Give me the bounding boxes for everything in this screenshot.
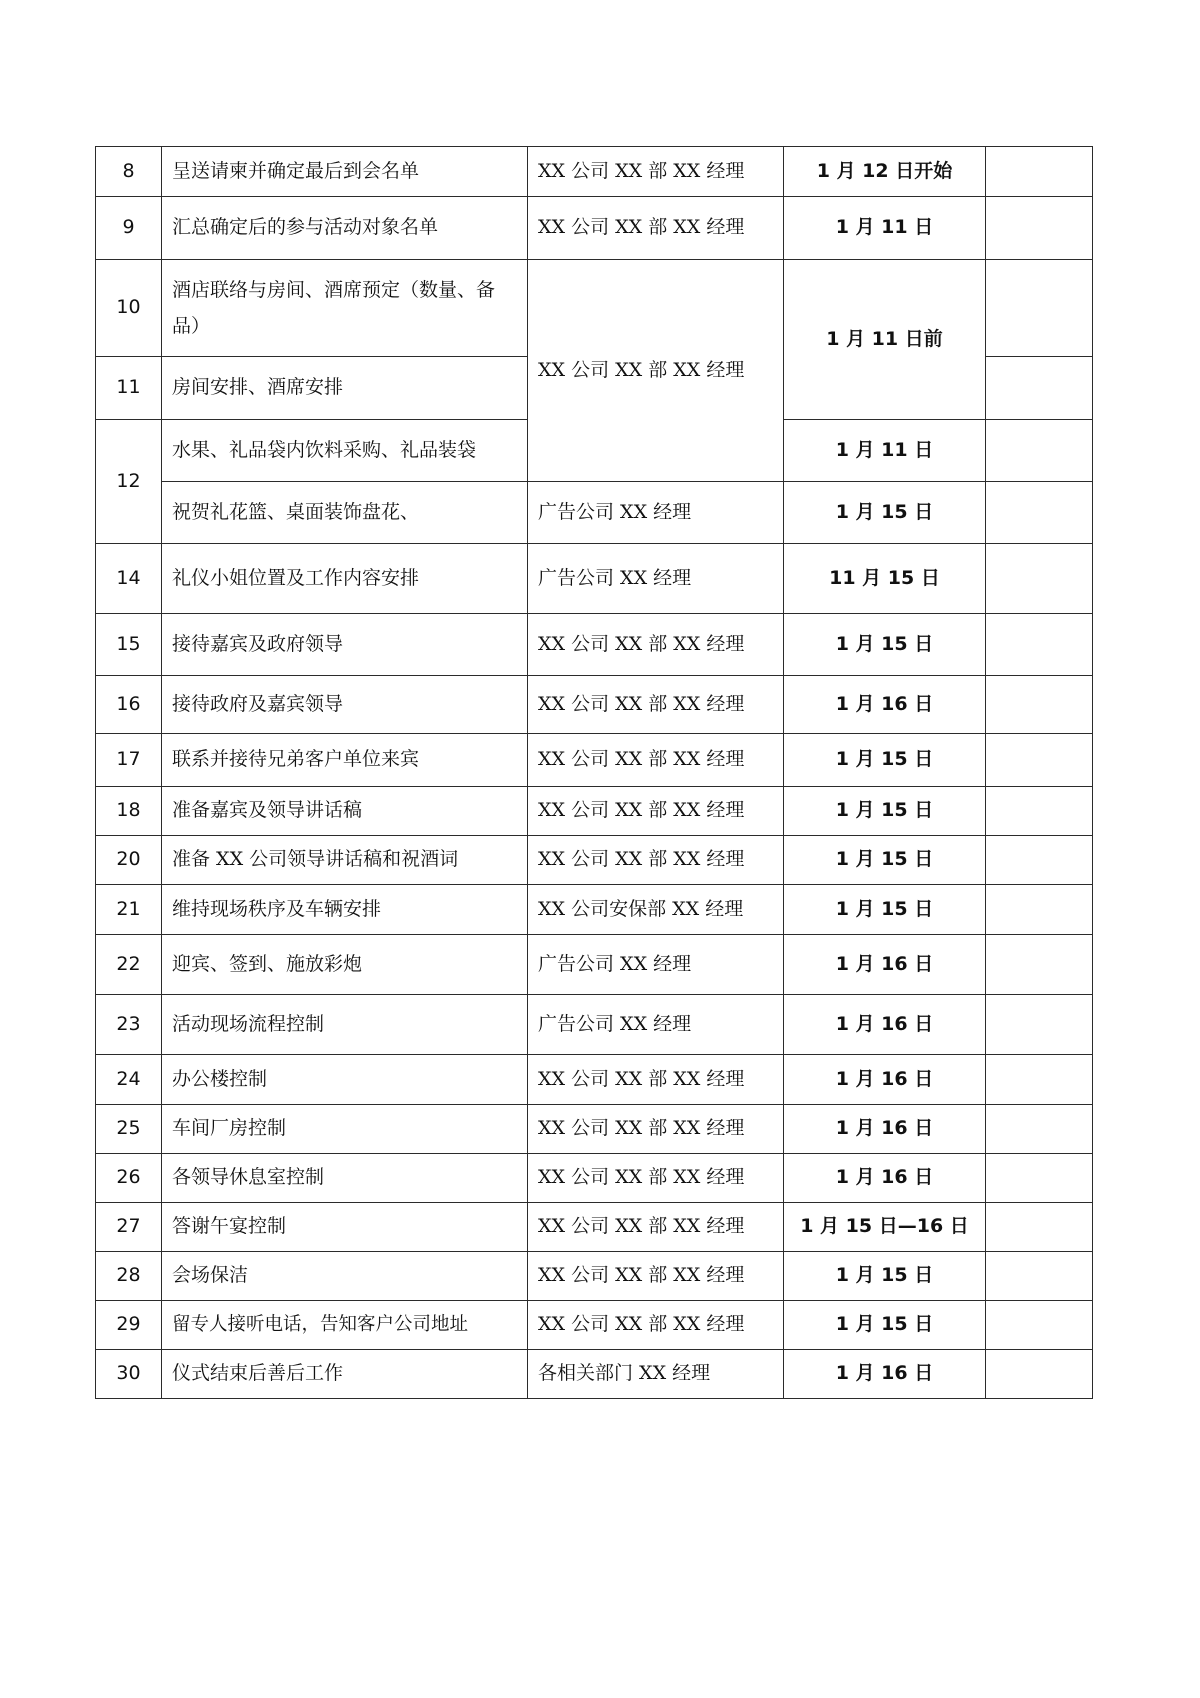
row-number: 25 xyxy=(96,1105,162,1154)
note-cell xyxy=(986,1301,1093,1350)
owner-cell: XX 公司 XX 部 XX 经理 xyxy=(528,260,784,482)
note-cell xyxy=(986,1154,1093,1203)
date-cell: 1 月 11 日前 xyxy=(784,260,986,420)
table-row xyxy=(96,836,1093,885)
table-row xyxy=(96,147,1093,197)
table-row xyxy=(96,1055,1093,1105)
task-cell: 仪式结束后善后工作 xyxy=(162,1350,528,1399)
note-cell xyxy=(986,482,1093,544)
task-cell: 各领导休息室控制 xyxy=(162,1154,528,1203)
note-cell xyxy=(986,1203,1093,1252)
note-cell xyxy=(986,787,1093,836)
date-cell: 1 月 15 日 xyxy=(784,1301,986,1350)
table-row xyxy=(96,1105,1093,1154)
note-cell xyxy=(986,614,1093,676)
date-cell: 1 月 15 日 xyxy=(784,734,986,787)
table-row xyxy=(96,482,1093,544)
note-cell xyxy=(986,885,1093,935)
table-row xyxy=(96,995,1093,1055)
owner-cell: 广告公司 XX 经理 xyxy=(528,544,784,614)
owner-cell: XX 公司安保部 XX 经理 xyxy=(528,885,784,935)
date-cell: 1 月 15 日 xyxy=(784,885,986,935)
table-row xyxy=(96,197,1093,260)
task-cell: 房间安排、酒席安排 xyxy=(162,357,528,420)
date-cell: 1 月 16 日 xyxy=(784,1105,986,1154)
owner-cell: 广告公司 XX 经理 xyxy=(528,995,784,1055)
table-row xyxy=(96,787,1093,836)
owner-cell: XX 公司 XX 部 XX 经理 xyxy=(528,734,784,787)
table-row xyxy=(96,885,1093,935)
date-cell: 1 月 16 日 xyxy=(784,1350,986,1399)
owner-cell: XX 公司 XX 部 XX 经理 xyxy=(528,787,784,836)
row-number: 22 xyxy=(96,935,162,995)
date-cell: 1 月 15 日 xyxy=(784,614,986,676)
row-number: 11 xyxy=(96,357,162,420)
note-cell xyxy=(986,734,1093,787)
note-cell xyxy=(986,935,1093,995)
date-cell: 1 月 15 日—16 日 xyxy=(784,1203,986,1252)
date-cell: 1 月 15 日 xyxy=(784,787,986,836)
task-cell: 留专人接听电话，告知客户公司地址 xyxy=(162,1301,528,1350)
note-cell xyxy=(986,1105,1093,1154)
date-cell: 1 月 12 日开始 xyxy=(784,147,986,197)
date-cell: 1 月 15 日 xyxy=(784,836,986,885)
task-cell: 酒店联络与房间、酒席预定（数量、备品） xyxy=(162,260,528,357)
note-cell xyxy=(986,676,1093,734)
owner-cell: 广告公司 XX 经理 xyxy=(528,935,784,995)
task-cell: 迎宾、签到、施放彩炮 xyxy=(162,935,528,995)
owner-cell: XX 公司 XX 部 XX 经理 xyxy=(528,1203,784,1252)
row-number: 24 xyxy=(96,1055,162,1105)
owner-cell: XX 公司 XX 部 XX 经理 xyxy=(528,614,784,676)
note-cell xyxy=(986,260,1093,357)
task-cell: 呈送请柬并确定最后到会名单 xyxy=(162,147,528,197)
note-cell xyxy=(986,357,1093,420)
table-row xyxy=(96,1301,1093,1350)
table-row xyxy=(96,734,1093,787)
note-cell xyxy=(986,147,1093,197)
table-row xyxy=(96,614,1093,676)
note-cell xyxy=(986,1350,1093,1399)
note-cell xyxy=(986,1252,1093,1301)
row-number: 21 xyxy=(96,885,162,935)
owner-cell: 广告公司 XX 经理 xyxy=(528,482,784,544)
date-cell: 1 月 15 日 xyxy=(784,482,986,544)
date-cell: 1 月 15 日 xyxy=(784,1252,986,1301)
date-cell: 11 月 15 日 xyxy=(784,544,986,614)
owner-cell: 各相关部门 XX 经理 xyxy=(528,1350,784,1399)
owner-cell: XX 公司 XX 部 XX 经理 xyxy=(528,1252,784,1301)
date-cell: 1 月 16 日 xyxy=(784,995,986,1055)
row-number: 9 xyxy=(96,197,162,260)
task-cell: 准备 XX 公司领导讲话稿和祝酒词 xyxy=(162,836,528,885)
task-cell: 维持现场秩序及车辆安排 xyxy=(162,885,528,935)
table-row xyxy=(96,260,1093,357)
row-number: 28 xyxy=(96,1252,162,1301)
task-cell: 车间厂房控制 xyxy=(162,1105,528,1154)
table-row xyxy=(96,1154,1093,1203)
owner-cell: XX 公司 XX 部 XX 经理 xyxy=(528,1105,784,1154)
row-number: 27 xyxy=(96,1203,162,1252)
owner-cell: XX 公司 XX 部 XX 经理 xyxy=(528,836,784,885)
row-number: 12 xyxy=(96,420,162,544)
task-cell: 办公楼控制 xyxy=(162,1055,528,1105)
row-number: 30 xyxy=(96,1350,162,1399)
row-number: 18 xyxy=(96,787,162,836)
owner-cell: XX 公司 XX 部 XX 经理 xyxy=(528,147,784,197)
table-row xyxy=(96,1203,1093,1252)
note-cell xyxy=(986,836,1093,885)
table-row xyxy=(96,1350,1093,1399)
row-number: 20 xyxy=(96,836,162,885)
owner-cell: XX 公司 XX 部 XX 经理 xyxy=(528,1154,784,1203)
date-cell: 1 月 16 日 xyxy=(784,935,986,995)
row-number: 15 xyxy=(96,614,162,676)
date-cell: 1 月 16 日 xyxy=(784,1055,986,1105)
task-cell: 接待嘉宾及政府领导 xyxy=(162,614,528,676)
table-row xyxy=(96,676,1093,734)
task-cell: 联系并接待兄弟客户单位来宾 xyxy=(162,734,528,787)
note-cell xyxy=(986,544,1093,614)
row-number: 10 xyxy=(96,260,162,357)
task-cell: 答谢午宴控制 xyxy=(162,1203,528,1252)
owner-cell: XX 公司 XX 部 XX 经理 xyxy=(528,1301,784,1350)
row-number: 17 xyxy=(96,734,162,787)
note-cell xyxy=(986,420,1093,482)
task-cell: 祝贺礼花篮、桌面装饰盘花、 xyxy=(162,482,528,544)
table-row xyxy=(96,935,1093,995)
task-cell: 礼仪小姐位置及工作内容安排 xyxy=(162,544,528,614)
table-row xyxy=(96,1252,1093,1301)
row-number: 16 xyxy=(96,676,162,734)
row-number: 29 xyxy=(96,1301,162,1350)
task-cell: 准备嘉宾及领导讲话稿 xyxy=(162,787,528,836)
row-number: 14 xyxy=(96,544,162,614)
row-number: 8 xyxy=(96,147,162,197)
owner-cell: XX 公司 XX 部 XX 经理 xyxy=(528,197,784,260)
date-cell: 1 月 16 日 xyxy=(784,1154,986,1203)
table-row xyxy=(96,544,1093,614)
date-cell: 1 月 11 日 xyxy=(784,420,986,482)
task-cell: 会场保洁 xyxy=(162,1252,528,1301)
task-cell: 汇总确定后的参与活动对象名单 xyxy=(162,197,528,260)
note-cell xyxy=(986,197,1093,260)
owner-cell: XX 公司 XX 部 XX 经理 xyxy=(528,1055,784,1105)
task-cell: 水果、礼品袋内饮料采购、礼品装袋 xyxy=(162,420,528,482)
task-cell: 活动现场流程控制 xyxy=(162,995,528,1055)
date-cell: 1 月 16 日 xyxy=(784,676,986,734)
note-cell xyxy=(986,995,1093,1055)
schedule-table xyxy=(95,146,1093,1399)
row-number: 26 xyxy=(96,1154,162,1203)
task-cell: 接待政府及嘉宾领导 xyxy=(162,676,528,734)
note-cell xyxy=(986,1055,1093,1105)
date-cell: 1 月 11 日 xyxy=(784,197,986,260)
row-number: 23 xyxy=(96,995,162,1055)
owner-cell: XX 公司 XX 部 XX 经理 xyxy=(528,676,784,734)
